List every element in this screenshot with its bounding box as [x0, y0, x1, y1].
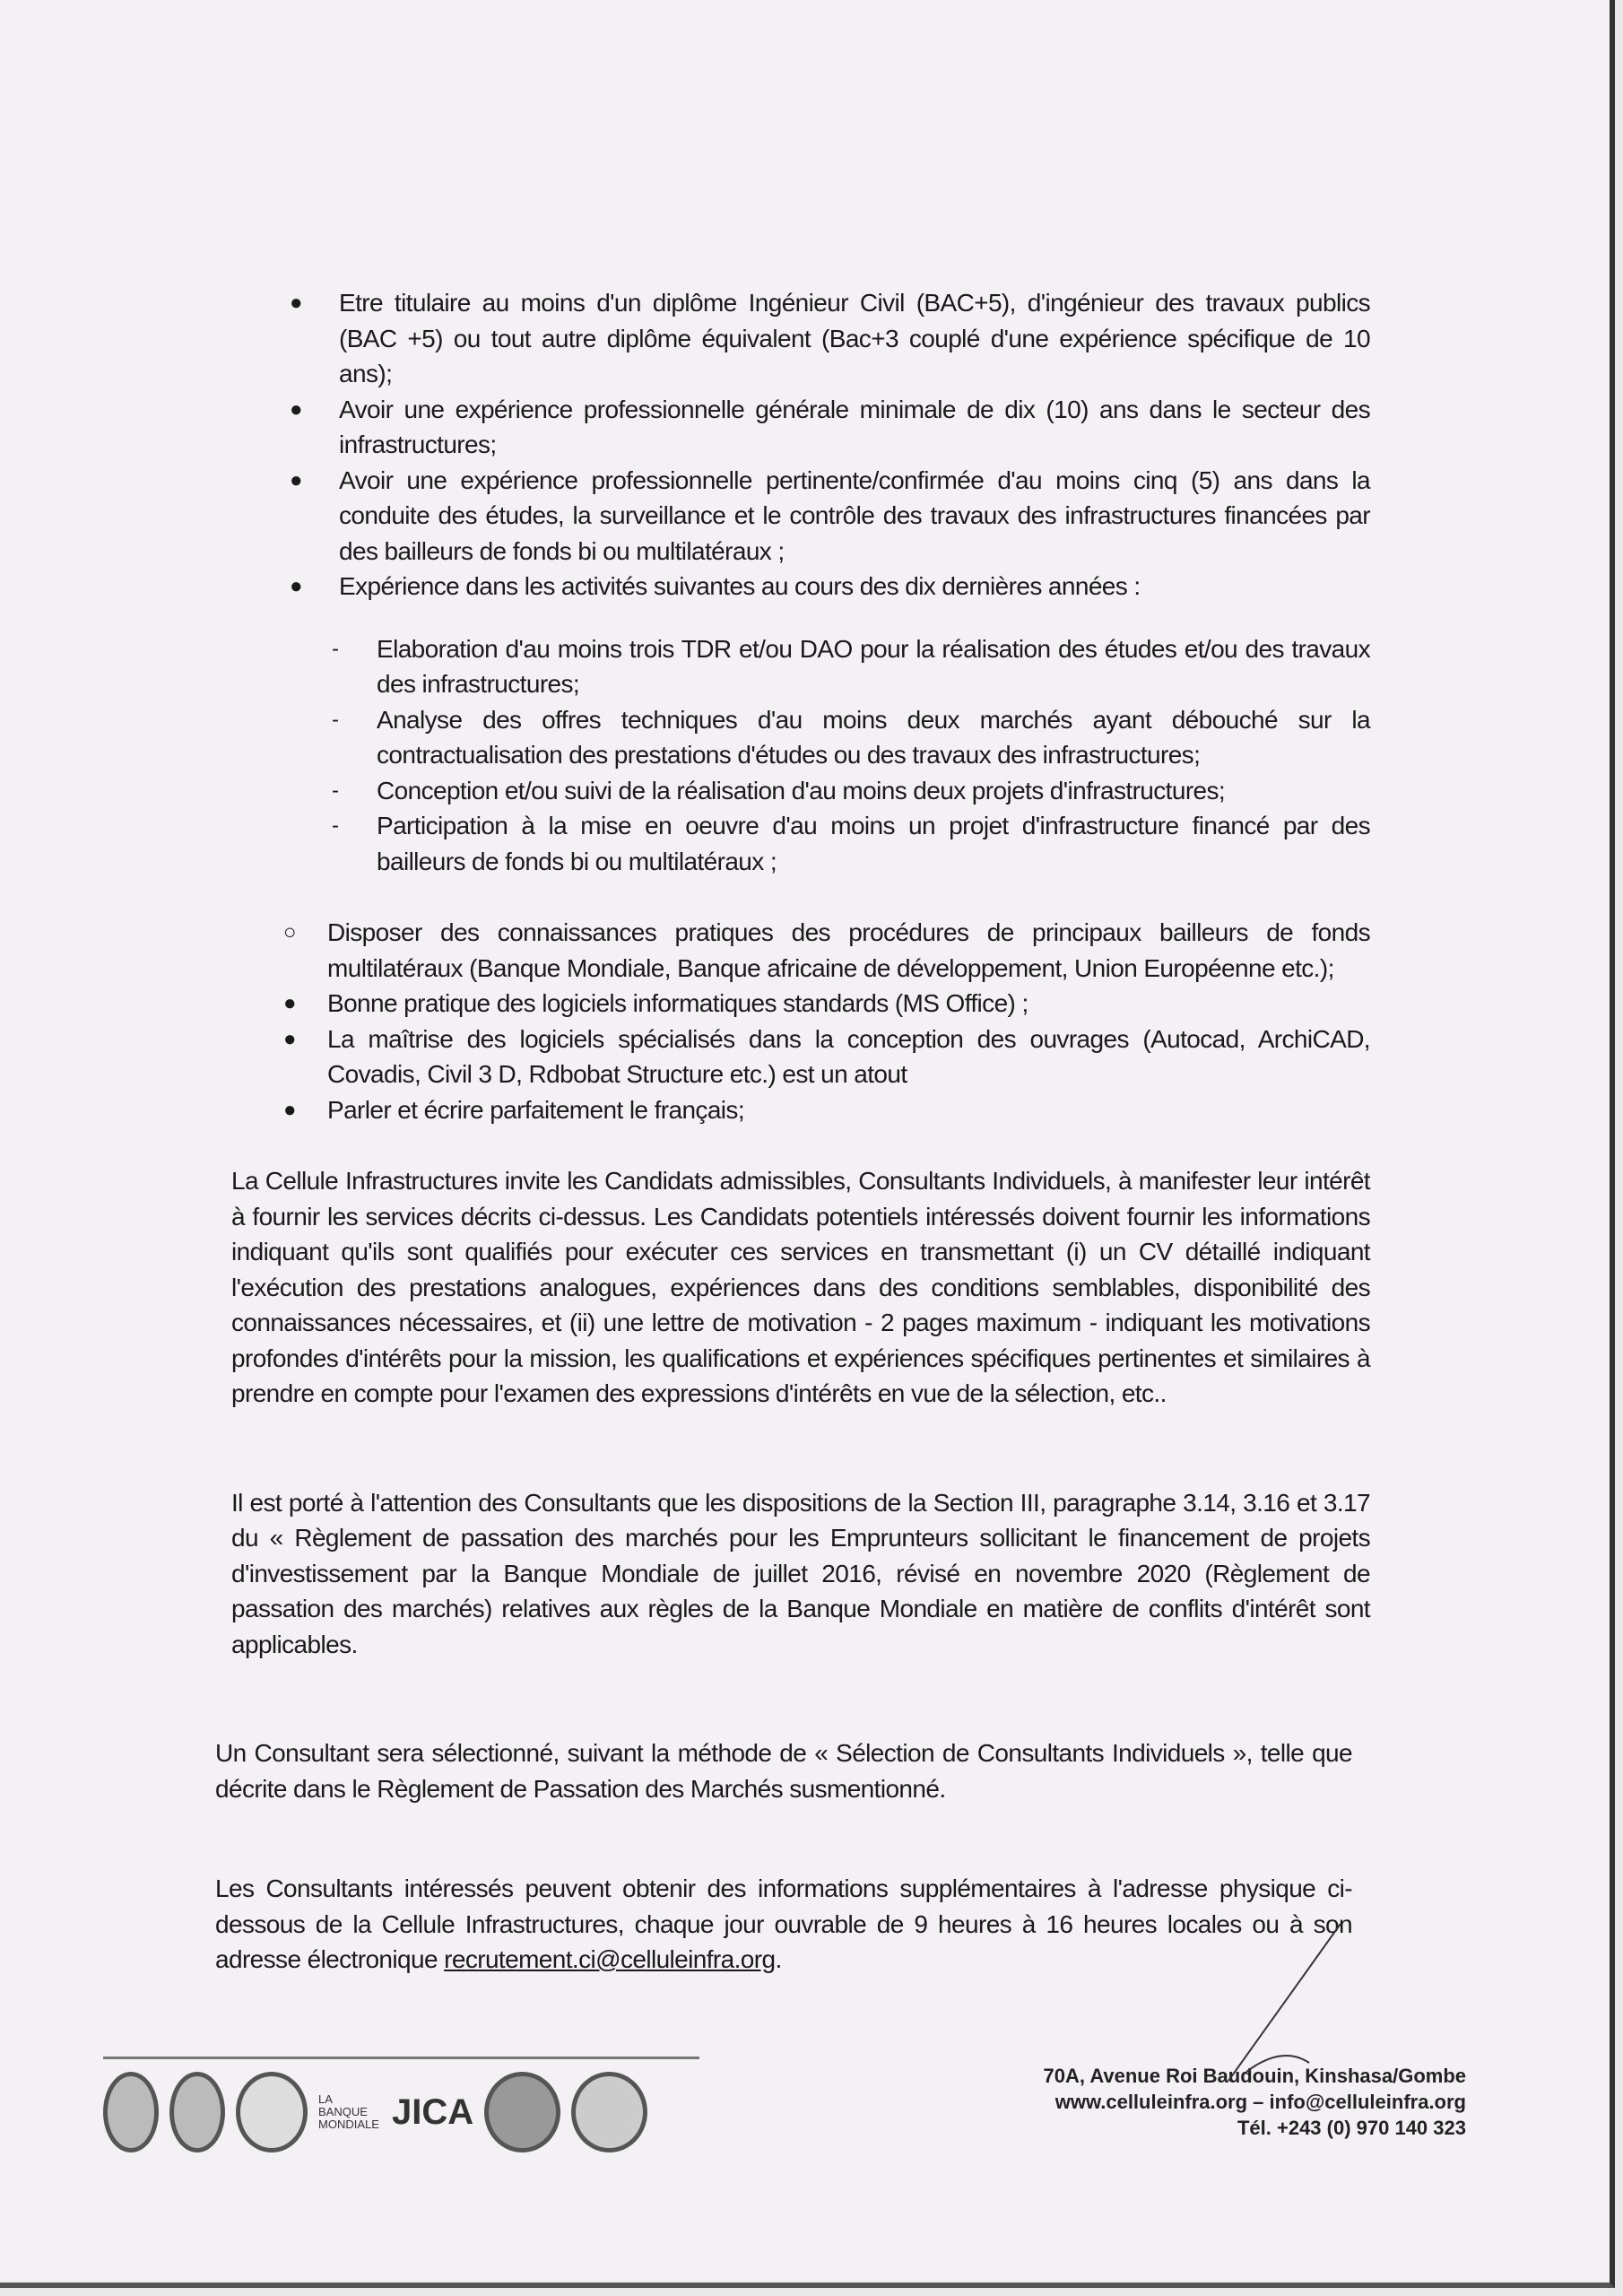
requirement-text: Disposer des connaissances pratiques des procédures de principaux bailleurs de fonds multilatéraux (Banque Mondiale, Banque africaine de développement, Union Européenne etc.);: [327, 918, 1370, 982]
jica-logo: JICA: [392, 2092, 474, 2132]
requirement-text: Avoir une expérience professionnelle générale minimale de dix (10) ans dans le secteur des infrastructures;: [339, 395, 1370, 458]
requirement-item: [290, 285, 1370, 392]
bullet-icon: ●: [283, 1097, 296, 1122]
skills-list: [231, 915, 1370, 1127]
partner-logos: [103, 2067, 647, 2157]
sub-item-text: Analyse des offres techniques d'au moins deux marchés ayant débouché sur la contractualisation des prestations d'études ou des travaux des infrastructures;: [377, 705, 1370, 769]
requirement-item: [290, 569, 1370, 604]
paragraph-contact: [215, 1871, 1352, 1978]
requirement-item: [290, 392, 1370, 463]
bullet-icon: ○: [283, 920, 296, 944]
footer-web: www.celluleinfra.org – info@celluleinfra.org: [1055, 2091, 1466, 2113]
contact-end: .: [775, 1945, 782, 1973]
requirement-text: Etre titulaire au moins d'un diplôme Ingénieur Civil (BAC+5), d'ingénieur des travaux publics (BAC +5) ou tout autre diplôme équivalent (Bac+3 couplé d'une expérience spécifique de 10 ans);: [339, 289, 1370, 387]
world-bank-label: LA BANQUE MONDIALE: [318, 2092, 379, 2131]
footer-address: 70A, Avenue Roi Baudouin, Kinshasa/Gombe: [1043, 2065, 1466, 2087]
sub-item-text: Conception et/ou suivi de la réalisation d'au moins deux projets d'infrastructures;: [377, 776, 1226, 804]
sub-item: [332, 808, 1370, 879]
footer-phone: Tél. +243 (0) 970 140 323: [1237, 2117, 1466, 2139]
signature-icon: [1193, 1919, 1345, 2090]
ofid-logo: [571, 2072, 647, 2152]
requirement-item: [283, 1092, 1370, 1128]
requirement-text: La maîtrise des logiciels spécialisés dans la conception des ouvrages (Autocad, ArchiCAD, Covadis, Civil 3 D, Rdbobat Structure etc.) est un atout: [327, 1024, 1370, 1088]
requirement-item: [283, 1022, 1370, 1092]
bullet-icon: ●: [290, 574, 302, 598]
sub-item-text: Elaboration d'au moins trois TDR et/ou DAO pour la réalisation des études et/ou des travaux des infrastructures;: [377, 634, 1370, 698]
dash-icon: -: [332, 707, 339, 732]
requirement-text: Avoir une expérience professionnelle pertinente/confirmée d'au moins cinq (5) ans dans la conduite des études, la surveillance et le contrôle des travaux des infrastructures financées par des bailleurs de fonds bi ou multilatéraux ;: [339, 465, 1370, 565]
requirements-list: [231, 285, 1370, 604]
requirement-text: Expérience dans les activités suivantes au cours des dix dernières années :: [339, 572, 1141, 600]
bullet-icon: ●: [283, 1026, 296, 1051]
dash-icon: -: [332, 636, 339, 661]
experience-sublist: [231, 631, 1370, 880]
bullet-icon: ●: [290, 396, 302, 422]
contact-email-link[interactable]: recrutement.ci@celluleinfra.org: [444, 1945, 776, 1973]
dash-icon: -: [332, 813, 339, 838]
sub-item: [332, 702, 1370, 773]
sub-item-text: Participation à la mise en oeuvre d'au moins un projet d'infrastructure financé par des bailleurs de fonds bi ou multilatéraux ;: [377, 812, 1370, 875]
sub-item: [332, 631, 1370, 702]
sub-item: [332, 773, 1370, 809]
badea-logo: [484, 2072, 560, 2152]
requirement-item: [283, 986, 1370, 1022]
contact-text: Les Consultants intéressés peuvent obtenir des informations supplémentaires à l'adresse physique ci-dessous de la Cellule Infrastructures, chaque jour ouvrable de 9 heures à 16 heures locales ou à son adresse électronique: [215, 1874, 1352, 1973]
paragraph-invitation: La Cellule Infrastructures invite les Candidats admissibles, Consultants Individuels, à manifester leur intérêt à fournir les services décrits ci-dessus. Les Candidats potentiels intéressés doivent fournir les informations indiquant qu'ils sont qualifiés pour exécuter ces services en transmettant (i) un CV détaillé indiquant l'exécution des prestations analogues, expériences dans des conditions semblables, disponibilité des connaissances nécessaires, et (ii) une lettre de motivation - 2 pages maximum - indiquant les motivations profondes d'intérêts pour la mission, les qualifications et expériences spécifiques pertinentes et similaires à prendre en compte pour l'examen des expressions d'intérêts en vue de la sélection, etc..: [231, 1167, 1370, 1407]
bullet-icon: ●: [290, 291, 302, 315]
requirement-text: Bonne pratique des logiciels informatiques standards (MS Office) ;: [327, 989, 1028, 1017]
requirement-item: [283, 915, 1370, 986]
afdb-logo: [103, 2072, 159, 2152]
dash-icon: -: [332, 778, 339, 803]
requirement-text: Parler et écrire parfaitement le français;: [327, 1095, 745, 1124]
africa-logo: [169, 2072, 225, 2152]
requirement-item: [290, 463, 1370, 570]
world-bank-globe-icon: [236, 2072, 308, 2152]
footer-divider: [103, 2057, 699, 2059]
bullet-icon: ●: [290, 467, 302, 492]
paragraph-selection: Un Consultant sera sélectionné, suivant la méthode de « Sélection de Consultants Individuels », telle que décrite dans le Règlement de Passation des Marchés susmentionné.: [215, 1739, 1352, 1803]
paragraph-conflict: Il est porté à l'attention des Consultants que les dispositions de la Section III, paragraphe 3.14, 3.16 et 3.17 du « Règlement de passation des marchés pour les Emprunteurs sollicitant le financement de projets d'investissement par la Banque Mondiale de juillet 2016, révisé en novembre 2020 (Règlement de passation des marchés) relatives aux règles de la Banque Mondiale en matière de conflits d'intérêt sont applicables.: [231, 1488, 1370, 1658]
bullet-icon: ●: [283, 991, 296, 1015]
document-body: [215, 285, 1370, 1978]
